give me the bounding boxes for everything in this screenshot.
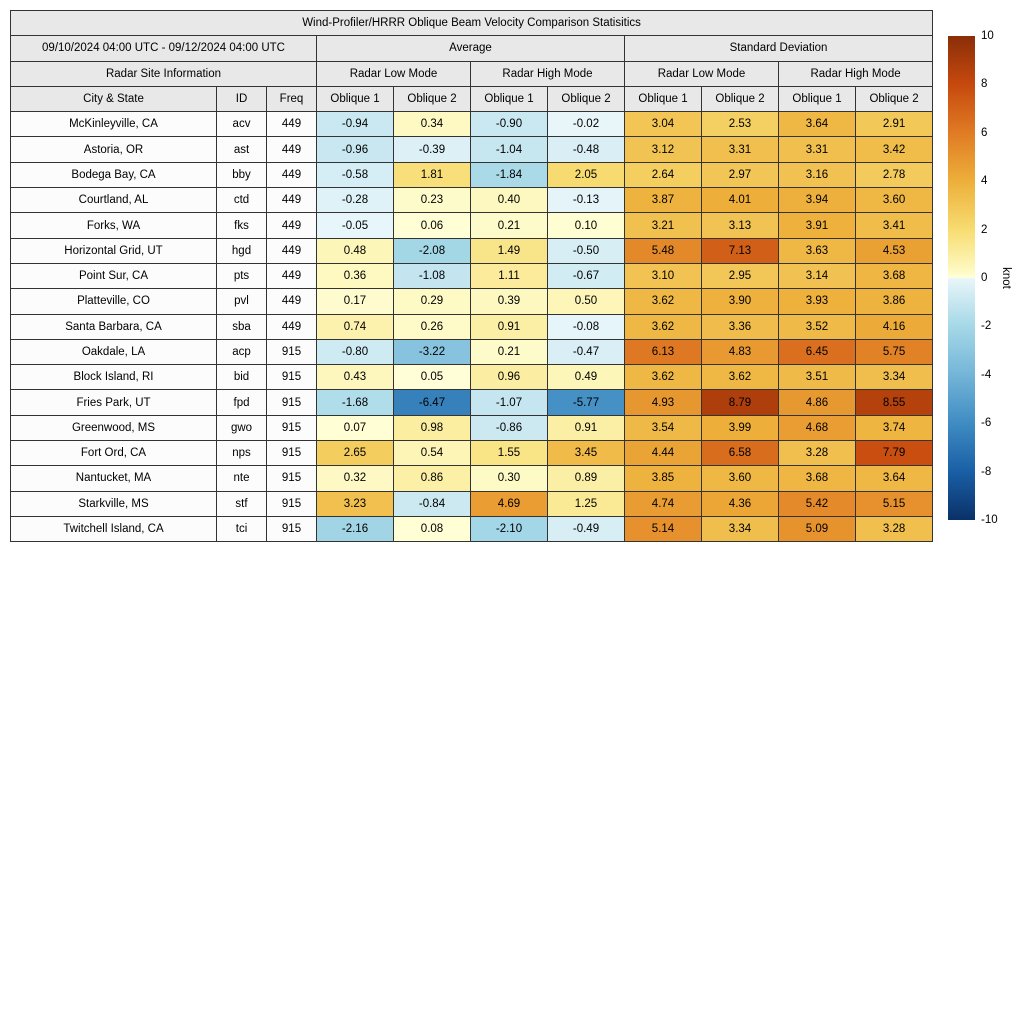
value-cell: 3.62 [702, 365, 779, 390]
value-cell: 0.86 [394, 466, 471, 491]
value-cell: 6.45 [779, 339, 856, 364]
colorbar-tick-label: 0 [981, 272, 988, 284]
value-cell: 0.48 [317, 238, 394, 263]
value-cell: 0.98 [394, 415, 471, 440]
value-cell: 3.63 [779, 238, 856, 263]
colorbar-tick-label: -8 [981, 465, 992, 478]
value-cell: 3.85 [625, 466, 702, 491]
column-header-oblique: Oblique 1 [779, 86, 856, 111]
value-cell: 2.95 [702, 263, 779, 288]
colorbar-unit-label: knot [1000, 267, 1012, 289]
group-header-row [11, 36, 933, 61]
freq-cell: 915 [267, 365, 317, 390]
value-cell: 2.91 [856, 112, 933, 137]
freq-cell: 915 [267, 491, 317, 516]
table-row [11, 213, 933, 238]
value-cell: 3.04 [625, 112, 702, 137]
value-cell: 4.53 [856, 238, 933, 263]
value-cell: 0.32 [317, 466, 394, 491]
freq-cell: 449 [267, 162, 317, 187]
table-row [11, 415, 933, 440]
value-cell: 4.16 [856, 314, 933, 339]
value-cell: 0.40 [471, 188, 548, 213]
stats-table [10, 10, 933, 542]
value-cell: 4.01 [702, 188, 779, 213]
city-cell: Astoria, OR [11, 137, 217, 162]
value-cell: 3.31 [779, 137, 856, 162]
value-cell: -1.07 [471, 390, 548, 415]
table-row [11, 289, 933, 314]
value-cell: 5.15 [856, 491, 933, 516]
value-cell: 8.55 [856, 390, 933, 415]
value-cell: 0.08 [394, 516, 471, 541]
value-cell: 4.36 [702, 491, 779, 516]
value-cell: -2.08 [394, 238, 471, 263]
value-cell: 3.42 [856, 137, 933, 162]
city-cell: Nantucket, MA [11, 466, 217, 491]
table-row [11, 263, 933, 288]
value-cell: 0.89 [548, 466, 625, 491]
value-cell: -6.47 [394, 390, 471, 415]
city-cell: Bodega Bay, CA [11, 162, 217, 187]
value-cell: -0.02 [548, 112, 625, 137]
freq-cell: 449 [267, 238, 317, 263]
value-cell: 3.34 [702, 516, 779, 541]
value-cell: 3.52 [779, 314, 856, 339]
table-row [11, 491, 933, 516]
value-cell: 3.45 [548, 441, 625, 466]
freq-cell: 449 [267, 263, 317, 288]
column-header-oblique: Oblique 1 [471, 86, 548, 111]
value-cell: 4.68 [779, 415, 856, 440]
value-cell: 1.49 [471, 238, 548, 263]
colorbar-tick-label: 6 [981, 126, 988, 139]
freq-cell: 915 [267, 339, 317, 364]
city-cell: Courtland, AL [11, 188, 217, 213]
value-cell: 1.25 [548, 491, 625, 516]
value-cell: 5.48 [625, 238, 702, 263]
value-cell: -0.49 [548, 516, 625, 541]
value-cell: 4.69 [471, 491, 548, 516]
city-cell: Santa Barbara, CA [11, 314, 217, 339]
site-info-header: Radar Site Information [11, 61, 317, 86]
group-header-average: Average [317, 36, 625, 61]
value-cell: 3.68 [856, 263, 933, 288]
colorbar-tick-label: -6 [981, 417, 992, 430]
id-cell: bby [217, 162, 267, 187]
value-cell: -0.90 [471, 112, 548, 137]
id-cell: tci [217, 516, 267, 541]
value-cell: 3.62 [625, 365, 702, 390]
table-row [11, 314, 933, 339]
value-cell: 0.30 [471, 466, 548, 491]
value-cell: 3.74 [856, 415, 933, 440]
freq-cell: 449 [267, 112, 317, 137]
column-header-oblique: Oblique 2 [702, 86, 779, 111]
value-cell: -2.16 [317, 516, 394, 541]
value-cell: 3.51 [779, 365, 856, 390]
value-cell: 3.28 [779, 441, 856, 466]
city-cell: Block Island, RI [11, 365, 217, 390]
value-cell: 4.74 [625, 491, 702, 516]
value-cell: -0.05 [317, 213, 394, 238]
freq-cell: 915 [267, 466, 317, 491]
table-body [11, 112, 933, 542]
mode-header-row [11, 61, 933, 86]
value-cell: 3.86 [856, 289, 933, 314]
value-cell: 0.74 [317, 314, 394, 339]
value-cell: 0.49 [548, 365, 625, 390]
id-cell: acv [217, 112, 267, 137]
value-cell: -0.28 [317, 188, 394, 213]
value-cell: -0.67 [548, 263, 625, 288]
value-cell: 4.93 [625, 390, 702, 415]
id-cell: sba [217, 314, 267, 339]
city-cell: Horizontal Grid, UT [11, 238, 217, 263]
value-cell: 8.79 [702, 390, 779, 415]
table-row [11, 390, 933, 415]
value-cell: -0.39 [394, 137, 471, 162]
freq-cell: 915 [267, 441, 317, 466]
value-cell: -0.50 [548, 238, 625, 263]
value-cell: 0.07 [317, 415, 394, 440]
value-cell: -1.68 [317, 390, 394, 415]
column-header-row [11, 86, 933, 111]
value-cell: 3.23 [317, 491, 394, 516]
freq-cell: 915 [267, 516, 317, 541]
value-cell: 3.36 [702, 314, 779, 339]
value-cell: 3.16 [779, 162, 856, 187]
value-cell: 4.86 [779, 390, 856, 415]
value-cell: 6.58 [702, 441, 779, 466]
value-cell: 3.93 [779, 289, 856, 314]
column-header-oblique: Oblique 2 [856, 86, 933, 111]
table-row [11, 466, 933, 491]
table-row [11, 516, 933, 541]
id-cell: pvl [217, 289, 267, 314]
mode-header-avg-high: Radar High Mode [471, 61, 625, 86]
value-cell: 5.42 [779, 491, 856, 516]
value-cell: -0.94 [317, 112, 394, 137]
value-cell: 3.10 [625, 263, 702, 288]
value-cell: 3.13 [702, 213, 779, 238]
table-row [11, 188, 933, 213]
id-cell: fpd [217, 390, 267, 415]
value-cell: 0.54 [394, 441, 471, 466]
id-cell: hgd [217, 238, 267, 263]
city-cell: Fries Park, UT [11, 390, 217, 415]
date-range: 09/10/2024 04:00 UTC - 09/12/2024 04:00 UTC [11, 36, 317, 61]
column-header-oblique: Oblique 1 [317, 86, 394, 111]
value-cell: 0.50 [548, 289, 625, 314]
value-cell: 3.91 [779, 213, 856, 238]
value-cell: 5.09 [779, 516, 856, 541]
id-cell: gwo [217, 415, 267, 440]
value-cell: 5.75 [856, 339, 933, 364]
value-cell: 3.62 [625, 289, 702, 314]
value-cell: 3.87 [625, 188, 702, 213]
table-row [11, 441, 933, 466]
city-cell: Greenwood, MS [11, 415, 217, 440]
value-cell: -0.86 [471, 415, 548, 440]
freq-cell: 449 [267, 188, 317, 213]
value-cell: -1.04 [471, 137, 548, 162]
value-cell: 0.21 [471, 213, 548, 238]
value-cell: 3.12 [625, 137, 702, 162]
value-cell: 0.10 [548, 213, 625, 238]
value-cell: 3.54 [625, 415, 702, 440]
freq-cell: 915 [267, 415, 317, 440]
value-cell: 3.21 [625, 213, 702, 238]
value-cell: 2.97 [702, 162, 779, 187]
title-row [11, 11, 933, 36]
colorbar-tick-label: 4 [981, 175, 988, 188]
city-cell: Fort Ord, CA [11, 441, 217, 466]
value-cell: 3.62 [625, 314, 702, 339]
freq-cell: 449 [267, 314, 317, 339]
value-cell: 0.43 [317, 365, 394, 390]
value-cell: 1.55 [471, 441, 548, 466]
column-header-city: City & State [11, 86, 217, 111]
mode-header-std-low: Radar Low Mode [625, 61, 779, 86]
value-cell: -3.22 [394, 339, 471, 364]
city-cell: Platteville, CO [11, 289, 217, 314]
value-cell: 4.83 [702, 339, 779, 364]
value-cell: 3.60 [856, 188, 933, 213]
mode-header-std-high: Radar High Mode [779, 61, 933, 86]
value-cell: -0.96 [317, 137, 394, 162]
city-cell: Twitchell Island, CA [11, 516, 217, 541]
value-cell: 7.79 [856, 441, 933, 466]
id-cell: nps [217, 441, 267, 466]
id-cell: ctd [217, 188, 267, 213]
value-cell: 0.34 [394, 112, 471, 137]
id-cell: nte [217, 466, 267, 491]
value-cell: 6.13 [625, 339, 702, 364]
value-cell: -5.77 [548, 390, 625, 415]
value-cell: 2.53 [702, 112, 779, 137]
value-cell: 3.68 [779, 466, 856, 491]
value-cell: -0.08 [548, 314, 625, 339]
value-cell: 0.96 [471, 365, 548, 390]
value-cell: 3.94 [779, 188, 856, 213]
value-cell: -1.84 [471, 162, 548, 187]
colorbar-tick-label: -2 [981, 320, 992, 333]
freq-cell: 449 [267, 289, 317, 314]
value-cell: 5.14 [625, 516, 702, 541]
value-cell: 3.31 [702, 137, 779, 162]
id-cell: fks [217, 213, 267, 238]
id-cell: acp [217, 339, 267, 364]
value-cell: 0.39 [471, 289, 548, 314]
value-cell: 3.34 [856, 365, 933, 390]
value-cell: -0.80 [317, 339, 394, 364]
id-cell: ast [217, 137, 267, 162]
value-cell: 2.64 [625, 162, 702, 187]
colorbar-gradient [948, 36, 975, 520]
mode-header-avg-low: Radar Low Mode [317, 61, 471, 86]
id-cell: pts [217, 263, 267, 288]
value-cell: 0.23 [394, 188, 471, 213]
freq-cell: 915 [267, 390, 317, 415]
table-row [11, 137, 933, 162]
colorbar-tick-label: 2 [981, 223, 988, 236]
value-cell: -0.48 [548, 137, 625, 162]
city-cell: Starkville, MS [11, 491, 217, 516]
value-cell: 3.41 [856, 213, 933, 238]
freq-cell: 449 [267, 213, 317, 238]
value-cell: -0.84 [394, 491, 471, 516]
value-cell: -0.58 [317, 162, 394, 187]
column-header-oblique: Oblique 2 [394, 86, 471, 111]
table-row [11, 162, 933, 187]
city-cell: Oakdale, LA [11, 339, 217, 364]
value-cell: 2.65 [317, 441, 394, 466]
value-cell: 1.11 [471, 263, 548, 288]
group-header-standard-deviation: Standard Deviation [625, 36, 933, 61]
value-cell: 0.29 [394, 289, 471, 314]
value-cell: 2.78 [856, 162, 933, 187]
value-cell: 3.60 [702, 466, 779, 491]
value-cell: 3.14 [779, 263, 856, 288]
table-row [11, 112, 933, 137]
value-cell: 0.91 [548, 415, 625, 440]
value-cell: -2.10 [471, 516, 548, 541]
value-cell: 3.99 [702, 415, 779, 440]
value-cell: 3.64 [856, 466, 933, 491]
table-row [11, 339, 933, 364]
table-row [11, 365, 933, 390]
value-cell: 0.26 [394, 314, 471, 339]
city-cell: Forks, WA [11, 213, 217, 238]
value-cell: 4.44 [625, 441, 702, 466]
column-header-oblique: Oblique 1 [625, 86, 702, 111]
value-cell: -0.47 [548, 339, 625, 364]
colorbar-tick-label: -10 [981, 514, 998, 526]
value-cell: -1.08 [394, 263, 471, 288]
value-cell: 7.13 [702, 238, 779, 263]
value-cell: 0.05 [394, 365, 471, 390]
value-cell: -0.13 [548, 188, 625, 213]
city-cell: Point Sur, CA [11, 263, 217, 288]
figure-title: Wind-Profiler/HRRR Oblique Beam Velocity Comparison Statisitics [11, 11, 933, 36]
value-cell: 3.90 [702, 289, 779, 314]
value-cell: 3.64 [779, 112, 856, 137]
column-header-freq: Freq [267, 86, 317, 111]
table-row [11, 238, 933, 263]
colorbar-tick-label: -4 [981, 368, 992, 381]
id-cell: stf [217, 491, 267, 516]
value-cell: 3.28 [856, 516, 933, 541]
value-cell: 0.91 [471, 314, 548, 339]
colorbar-tick-label: 8 [981, 78, 988, 91]
colorbar-tick-label: 10 [981, 30, 994, 42]
value-cell: 1.81 [394, 162, 471, 187]
column-header-id: ID [217, 86, 267, 111]
id-cell: bid [217, 365, 267, 390]
value-cell: 0.21 [471, 339, 548, 364]
column-header-oblique: Oblique 2 [548, 86, 625, 111]
value-cell: 0.06 [394, 213, 471, 238]
freq-cell: 449 [267, 137, 317, 162]
value-cell: 0.17 [317, 289, 394, 314]
city-cell: McKinleyville, CA [11, 112, 217, 137]
value-cell: 2.05 [548, 162, 625, 187]
value-cell: 0.36 [317, 263, 394, 288]
